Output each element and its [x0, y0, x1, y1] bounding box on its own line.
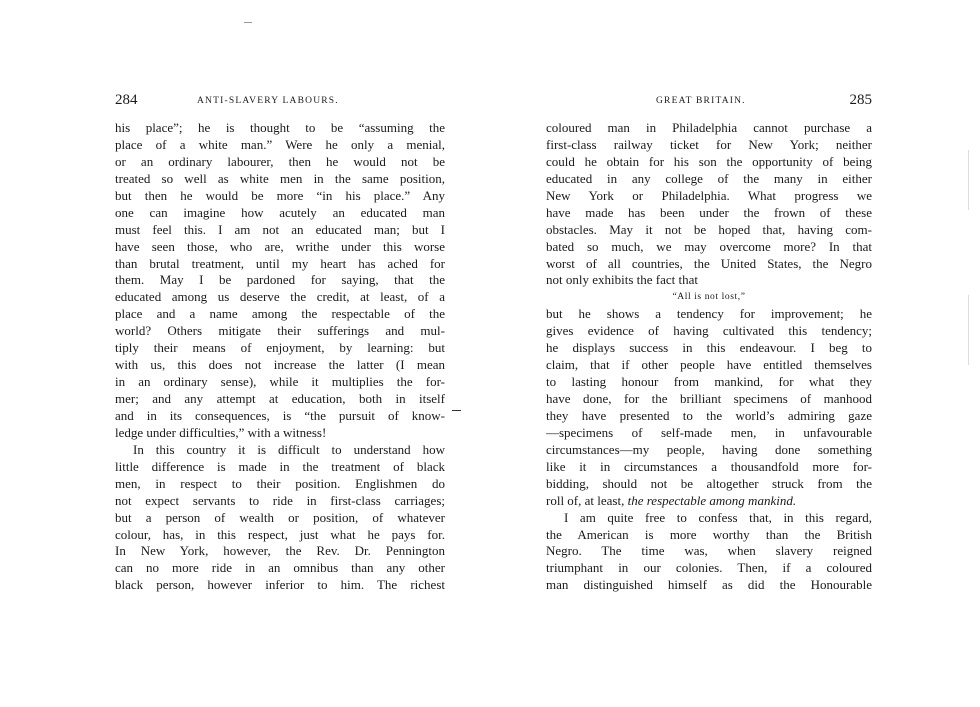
text-line: first-class railway ticket for New York; neither: [546, 136, 872, 152]
pull-quote: “All is not lost,”: [672, 292, 746, 303]
text-line: world? Others mitigate their sufferings and mul-: [115, 323, 445, 339]
text-line: colour, has, in this respect, just what he pays for.: [115, 526, 445, 542]
text-line: circumstances—my people, having done something: [546, 441, 872, 457]
text-line: In New York, however, the Rev. Dr. Pennington: [115, 543, 445, 559]
text-line: have made has been under the frown of these: [546, 204, 872, 220]
page-number-left: 284: [115, 92, 138, 108]
text-line: and in its consequences, is “the pursuit of know-: [115, 407, 445, 423]
right-page-header: [546, 92, 872, 112]
text-line: little difference is made in the treatment of black: [115, 458, 445, 474]
scan-edge-mark: [968, 295, 969, 365]
text-line: obstacles. May it not be hoped that, having com-: [546, 221, 872, 237]
scan-edge-mark: [968, 150, 969, 210]
text-line: or an ordinary labourer, then he would not be: [115, 153, 445, 169]
text-line: one can imagine how acutely an educated man: [115, 204, 445, 220]
text-line: ledge under difficulties,” with a witness!: [115, 424, 327, 440]
text-line: gives evidence of having cultivated this tendency;: [546, 323, 872, 339]
text-line: I am quite free to confess that, in this regard,: [564, 509, 872, 525]
text-line: coloured man in Philadelphia cannot purchase a: [546, 120, 872, 135]
text-line: not only exhibits the fact that: [546, 272, 698, 288]
running-head-right: GREAT BRITAIN.: [656, 96, 746, 106]
text-line: man distinguished himself as did the Honourable: [546, 577, 872, 593]
text-line: treated so well as white men in the same position,: [115, 170, 445, 186]
text-line: mer; and any attempt at education, both in itself: [115, 391, 445, 406]
text-line: the American is more worthy than the British: [546, 526, 872, 542]
running-head-left: ANTI-SLAVERY LABOURS.: [197, 96, 339, 106]
text-line: have seen those, who are, writhe under this worse: [115, 238, 445, 254]
text-line: place of a white man.” Were he only a menial,: [115, 136, 445, 152]
text-line: must feel this. I am not an educated man; but I: [115, 221, 445, 237]
text-line: worst of all countries, the United States, the Negro: [546, 255, 872, 271]
text-line: but then he would be more “in his place.” Any: [115, 187, 445, 203]
text-line: triumphant in our colonies. Then, if a coloured: [546, 560, 872, 576]
text-line: can no more ride in an omnibus than any other: [115, 560, 445, 576]
text-line: but a person of wealth or position, of whatever: [115, 509, 445, 525]
text-line: have done, for the brilliant specimens of manhood: [546, 391, 872, 406]
text-line: bated so much, we may overcome more? In that: [546, 238, 872, 254]
text-fragment: roll of, at least,: [546, 492, 628, 508]
text-line: educated in any college of the many in either: [546, 170, 872, 186]
margin-mark: [452, 410, 461, 411]
left-page: [115, 92, 445, 594]
text-line: educated among us deserve the credit, at least, of a: [115, 289, 445, 305]
page-number-right: 285: [849, 92, 872, 108]
left-page-body: [115, 120, 445, 594]
italic-text: the respectable among mankind.: [627, 492, 797, 508]
text-line: tiply their means of enjoyment, by learning: but: [115, 340, 445, 356]
right-page-body: [546, 120, 872, 594]
left-page-header: [115, 92, 445, 112]
text-line: [546, 493, 872, 510]
text-line: with us, this does not increase the latter (I mean: [115, 357, 445, 373]
text-line: —specimens of self-made men, in unfavourable: [546, 424, 872, 440]
text-line: but he shows a tendency for improvement; he: [546, 306, 872, 322]
text-line: them. May I be pardoned for saying, that the: [115, 272, 445, 288]
text-line: in an ordinary sense), while it multiplies the for-: [115, 374, 445, 390]
text-line: like it in circumstances a thousandfold more for-: [546, 458, 872, 474]
text-line: he displays success in this endeavour. I beg to: [546, 340, 872, 356]
text-line: black person, however inferior to him. The richest: [115, 577, 445, 593]
text-line: to lasting honour from mankind, for what they: [546, 374, 872, 390]
text-line: In this country it is difficult to understand how: [133, 441, 445, 457]
scan-speck: [244, 22, 252, 23]
text-line: claim, that if other people have entitled themselves: [546, 357, 872, 373]
text-line: New York or Philadelphia. What progress we: [546, 187, 872, 203]
text-line: place and a name among the respectable of the: [115, 306, 445, 322]
right-page: [546, 92, 872, 594]
text-line: than brutal treatment, until my heart has ached for: [115, 255, 445, 271]
text-line: they have presented to the world’s admiring gaze: [546, 407, 872, 423]
text-line: could he obtain for his son the opportunity of being: [546, 153, 872, 169]
text-line: men, in respect to their position. Englishmen do: [115, 475, 445, 491]
text-line: his place”; he is thought to be “assuming the: [115, 120, 445, 135]
text-line: not expect servants to ride in first-class carriages;: [115, 492, 445, 508]
text-line: bidding, should not be altogether struck from the: [546, 475, 872, 491]
text-line: Negro. The time was, when slavery reigned: [546, 543, 872, 559]
